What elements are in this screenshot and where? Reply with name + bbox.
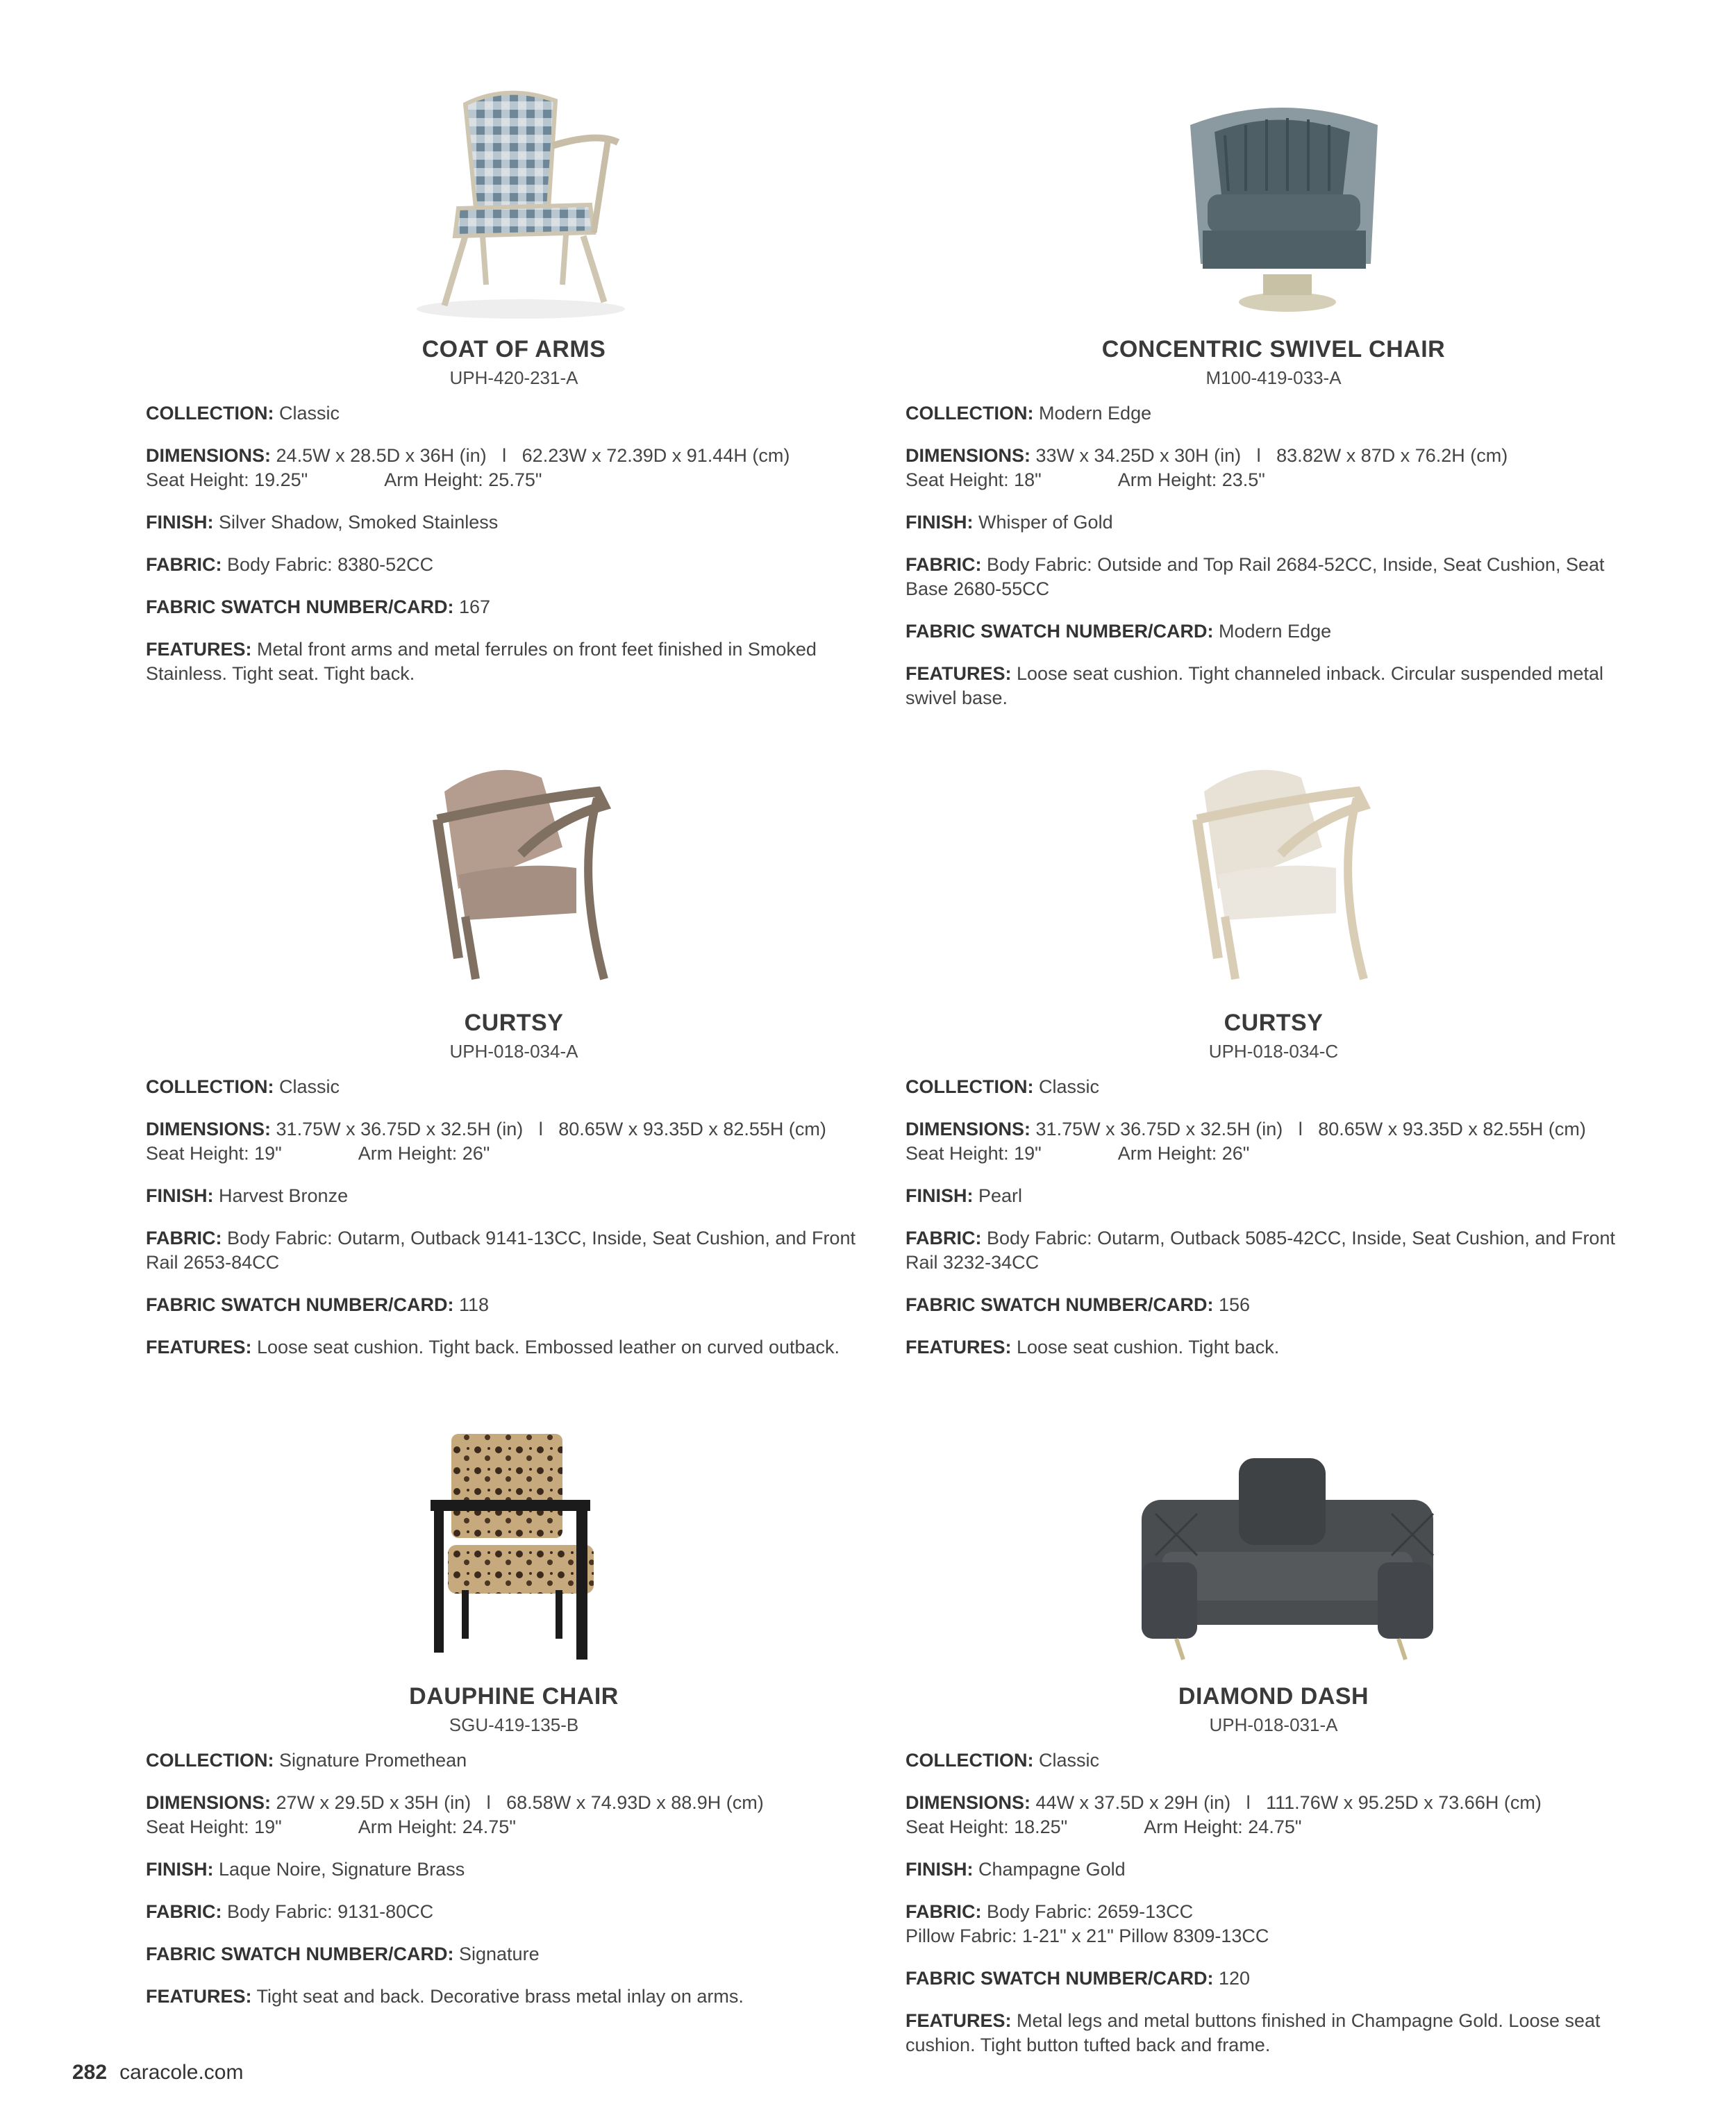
spec-swatch <box>146 1293 882 1317</box>
spec-label: FABRIC: <box>146 554 222 575</box>
spec-label: FINISH: <box>905 512 974 533</box>
spec-dimensions <box>905 1791 1642 1839</box>
spec-value: 120 <box>1219 1968 1251 1989</box>
seat-height: Seat Height: 19" <box>146 1816 282 1837</box>
spec-label: FABRIC SWATCH NUMBER/CARD: <box>146 1944 454 1964</box>
spec-value: 31.75W x 36.75D x 32.5H (in) l 80.65W x 93.35D x 82.55H (cm) <box>1035 1119 1586 1139</box>
product-card <box>146 76 882 704</box>
spec-label: DIMENSIONS: <box>146 1792 272 1813</box>
spec-value: Silver Shadow, Smoked Stainless <box>219 512 499 533</box>
spec-finish <box>905 510 1642 535</box>
spec-collection <box>146 401 882 426</box>
spec-value: 31.75W x 36.75D x 32.5H (in) l 80.65W x 93.35D x 82.55H (cm) <box>276 1119 826 1139</box>
spec-value: Body Fabric: Outarm, Outback 9141-13CC, Inside, Seat Cushion, and Front Rail 2653-84CC <box>146 1228 856 1273</box>
spec-value-pillow: Pillow Fabric: 1-21" x 21" Pillow 8309-13CC <box>905 1925 1269 1946</box>
chair-illustration <box>326 76 715 326</box>
spec-value: 24.5W x 28.5D x 36H (in) l 62.23W x 72.39D x 91.44H (cm) <box>276 445 790 466</box>
product-image <box>326 1423 715 1673</box>
spec-features <box>905 2009 1642 2057</box>
spec-label: DIMENSIONS: <box>905 445 1031 466</box>
spec-label: COLLECTION: <box>905 1076 1034 1097</box>
spec-value: Classic <box>1039 1076 1100 1097</box>
spec-label: FINISH: <box>905 1185 974 1206</box>
product-image <box>326 750 715 1000</box>
spec-dimensions <box>146 1791 882 1839</box>
product-card <box>905 76 1642 728</box>
spec-value: Whisper of Gold <box>978 512 1113 533</box>
product-image <box>326 76 715 326</box>
spec-label: COLLECTION: <box>146 403 274 424</box>
spec-finish <box>146 1857 882 1882</box>
spec-label: FABRIC SWATCH NUMBER/CARD: <box>146 596 454 617</box>
spec-dimensions <box>146 444 882 492</box>
spec-collection <box>146 1075 882 1099</box>
spec-value: 167 <box>459 596 491 617</box>
site-link[interactable]: caracole.com <box>119 2061 244 2084</box>
seat-height: Seat Height: 19.25" <box>146 469 308 490</box>
spec-label: FINISH: <box>146 512 214 533</box>
spec-value: Loose seat cushion. Tight back. Embossed leather on curved outback. <box>257 1337 840 1357</box>
spec-features <box>146 1335 882 1360</box>
spec-fabric <box>905 553 1642 601</box>
product-sku: M100-419-033-A <box>1205 367 1342 388</box>
chair-illustration <box>326 750 715 1000</box>
chair-illustration <box>326 1423 715 1673</box>
spec-value: Tight seat and back. Decorative brass metal inlay on arms. <box>256 1986 744 2007</box>
spec-label: DIMENSIONS: <box>146 445 272 466</box>
spec-label: FABRIC: <box>146 1901 222 1922</box>
product-sku: UPH-420-231-A <box>449 367 578 388</box>
spec-collection <box>905 401 1642 426</box>
spec-label: FABRIC SWATCH NUMBER/CARD: <box>905 621 1214 642</box>
seat-height: Seat Height: 19" <box>905 1143 1042 1164</box>
spec-label: FINISH: <box>146 1859 214 1880</box>
spec-swatch <box>146 595 882 619</box>
spec-label: FABRIC: <box>905 1228 982 1248</box>
spec-label: FEATURES: <box>905 663 1012 684</box>
spec-label: FINISH: <box>146 1185 214 1206</box>
spec-swatch <box>146 1942 882 1966</box>
seat-height: Seat Height: 18" <box>905 469 1042 490</box>
spec-label: COLLECTION: <box>905 403 1034 424</box>
spec-label: FABRIC SWATCH NUMBER/CARD: <box>146 1294 454 1315</box>
page-number: 282 <box>72 2061 108 2084</box>
spec-label: FEATURES: <box>146 1337 252 1357</box>
spec-label: DIMENSIONS: <box>146 1119 272 1139</box>
spec-value: 118 <box>459 1294 490 1315</box>
spec-collection <box>905 1075 1642 1099</box>
chair-illustration <box>1086 750 1475 1000</box>
spec-label: FEATURES: <box>146 1986 252 2007</box>
arm-height: Arm Height: 24.75" <box>358 1816 516 1837</box>
spec-finish <box>146 1184 882 1208</box>
spec-label: DIMENSIONS: <box>905 1119 1031 1139</box>
product-card <box>905 1423 1642 2075</box>
spec-value: 33W x 34.25D x 30H (in) l 83.82W x 87D x 76.2H (cm) <box>1035 445 1508 466</box>
chair-illustration <box>1086 76 1475 326</box>
arm-height: Arm Height: 23.5" <box>1117 469 1265 490</box>
spec-value: 156 <box>1219 1294 1251 1315</box>
spec-value: Body Fabric: 9131-80CC <box>227 1901 434 1922</box>
product-card <box>146 1423 882 2027</box>
spec-value: Signature <box>459 1944 540 1964</box>
spec-features <box>146 637 882 686</box>
spec-fabric <box>146 1226 882 1275</box>
arm-height: Arm Height: 24.75" <box>1144 1816 1302 1837</box>
spec-label: DIMENSIONS: <box>905 1792 1031 1813</box>
spec-value: Classic <box>279 1076 340 1097</box>
spec-value: Loose seat cushion. Tight back. <box>1017 1337 1280 1357</box>
product-sku: SGU-419-135-B <box>449 1714 579 1735</box>
spec-dimensions <box>905 444 1642 492</box>
spec-swatch <box>905 1966 1642 1991</box>
product-sku: UPH-018-034-A <box>449 1041 578 1062</box>
spec-value: Modern Edge <box>1039 403 1152 424</box>
spec-value: Champagne Gold <box>978 1859 1126 1880</box>
spec-label: FABRIC: <box>905 1901 982 1922</box>
spec-fabric <box>146 1900 882 1924</box>
spec-value: Laque Noire, Signature Brass <box>219 1859 465 1880</box>
spec-value: Pearl <box>978 1185 1023 1206</box>
product-image <box>1086 750 1475 1000</box>
spec-swatch <box>905 1293 1642 1317</box>
spec-value: Signature Promethean <box>279 1750 467 1771</box>
spec-dimensions <box>905 1117 1642 1166</box>
spec-label: FEATURES: <box>905 1337 1012 1357</box>
spec-value: Classic <box>1039 1750 1100 1771</box>
spec-label: FABRIC: <box>146 1228 222 1248</box>
spec-value: Modern Edge <box>1219 621 1332 642</box>
spec-value: 44W x 37.5D x 29H (in) l 111.76W x 95.25D x 73.66H (cm) <box>1035 1792 1542 1813</box>
spec-value: Body Fabric: Outside and Top Rail 2684-52CC, Inside, Seat Cushion, Seat Base 2680-55CC <box>905 554 1605 599</box>
spec-label: FEATURES: <box>905 2010 1012 2031</box>
spec-label: COLLECTION: <box>146 1750 274 1771</box>
spec-finish <box>905 1857 1642 1882</box>
product-image <box>1086 76 1475 326</box>
spec-features <box>146 1985 882 2009</box>
product-name: DAUPHINE CHAIR <box>409 1683 619 1710</box>
spec-collection <box>905 1748 1642 1773</box>
spec-features <box>905 662 1642 710</box>
spec-finish <box>146 510 882 535</box>
spec-value: Body Fabric: Outarm, Outback 5085-42CC, Inside, Seat Cushion, and Front Rail 3232-34CC <box>905 1228 1615 1273</box>
spec-value: Loose seat cushion. Tight channeled inback. Circular suspended metal swivel base. <box>905 663 1604 708</box>
seat-height: Seat Height: 19" <box>146 1143 282 1164</box>
product-image <box>1086 1423 1475 1673</box>
spec-label: FABRIC: <box>905 554 982 575</box>
spec-label: FEATURES: <box>146 639 252 660</box>
spec-value: 27W x 29.5D x 35H (in) l 68.58W x 74.93D x 88.9H (cm) <box>276 1792 764 1813</box>
spec-finish <box>905 1184 1642 1208</box>
spec-value: Body Fabric: 2659-13CC <box>987 1901 1194 1922</box>
spec-features <box>905 1335 1642 1360</box>
product-card <box>146 750 882 1378</box>
spec-fabric <box>905 1900 1642 1948</box>
spec-swatch <box>905 619 1642 644</box>
spec-value: Harvest Bronze <box>219 1185 349 1206</box>
spec-value: Metal legs and metal buttons finished in Champagne Gold. Loose seat cushion. Tight button tufted back and frame. <box>905 2010 1601 2055</box>
product-sku: UPH-018-034-C <box>1208 1041 1339 1062</box>
spec-label: COLLECTION: <box>905 1750 1034 1771</box>
product-name: CONCENTRIC SWIVEL CHAIR <box>1101 336 1446 362</box>
product-name: CURTSY <box>464 1010 564 1036</box>
spec-value: Metal front arms and metal ferrules on front feet finished in Smoked Stainless. Tight seat. Tight back. <box>146 639 817 684</box>
product-name: CURTSY <box>1224 1010 1324 1036</box>
spec-dimensions <box>146 1117 882 1166</box>
arm-height: Arm Height: 26" <box>358 1143 490 1164</box>
product-card <box>905 750 1642 1378</box>
spec-label: FABRIC SWATCH NUMBER/CARD: <box>905 1968 1214 1989</box>
product-name: DIAMOND DASH <box>1178 1683 1369 1710</box>
spec-label: FINISH: <box>905 1859 974 1880</box>
seat-height: Seat Height: 18.25" <box>905 1816 1068 1837</box>
spec-fabric <box>905 1226 1642 1275</box>
spec-label: FABRIC SWATCH NUMBER/CARD: <box>905 1294 1214 1315</box>
arm-height: Arm Height: 26" <box>1117 1143 1250 1164</box>
spec-value: Classic <box>279 403 340 424</box>
spec-label: COLLECTION: <box>146 1076 274 1097</box>
spec-value: Body Fabric: 8380-52CC <box>227 554 434 575</box>
arm-height: Arm Height: 25.75" <box>384 469 542 490</box>
spec-collection <box>146 1748 882 1773</box>
page-footer <box>72 2061 243 2085</box>
chair-illustration <box>1086 1423 1475 1673</box>
product-name: COAT OF ARMS <box>422 336 606 362</box>
spec-fabric <box>146 553 882 577</box>
product-sku: UPH-018-031-A <box>1209 1714 1338 1735</box>
